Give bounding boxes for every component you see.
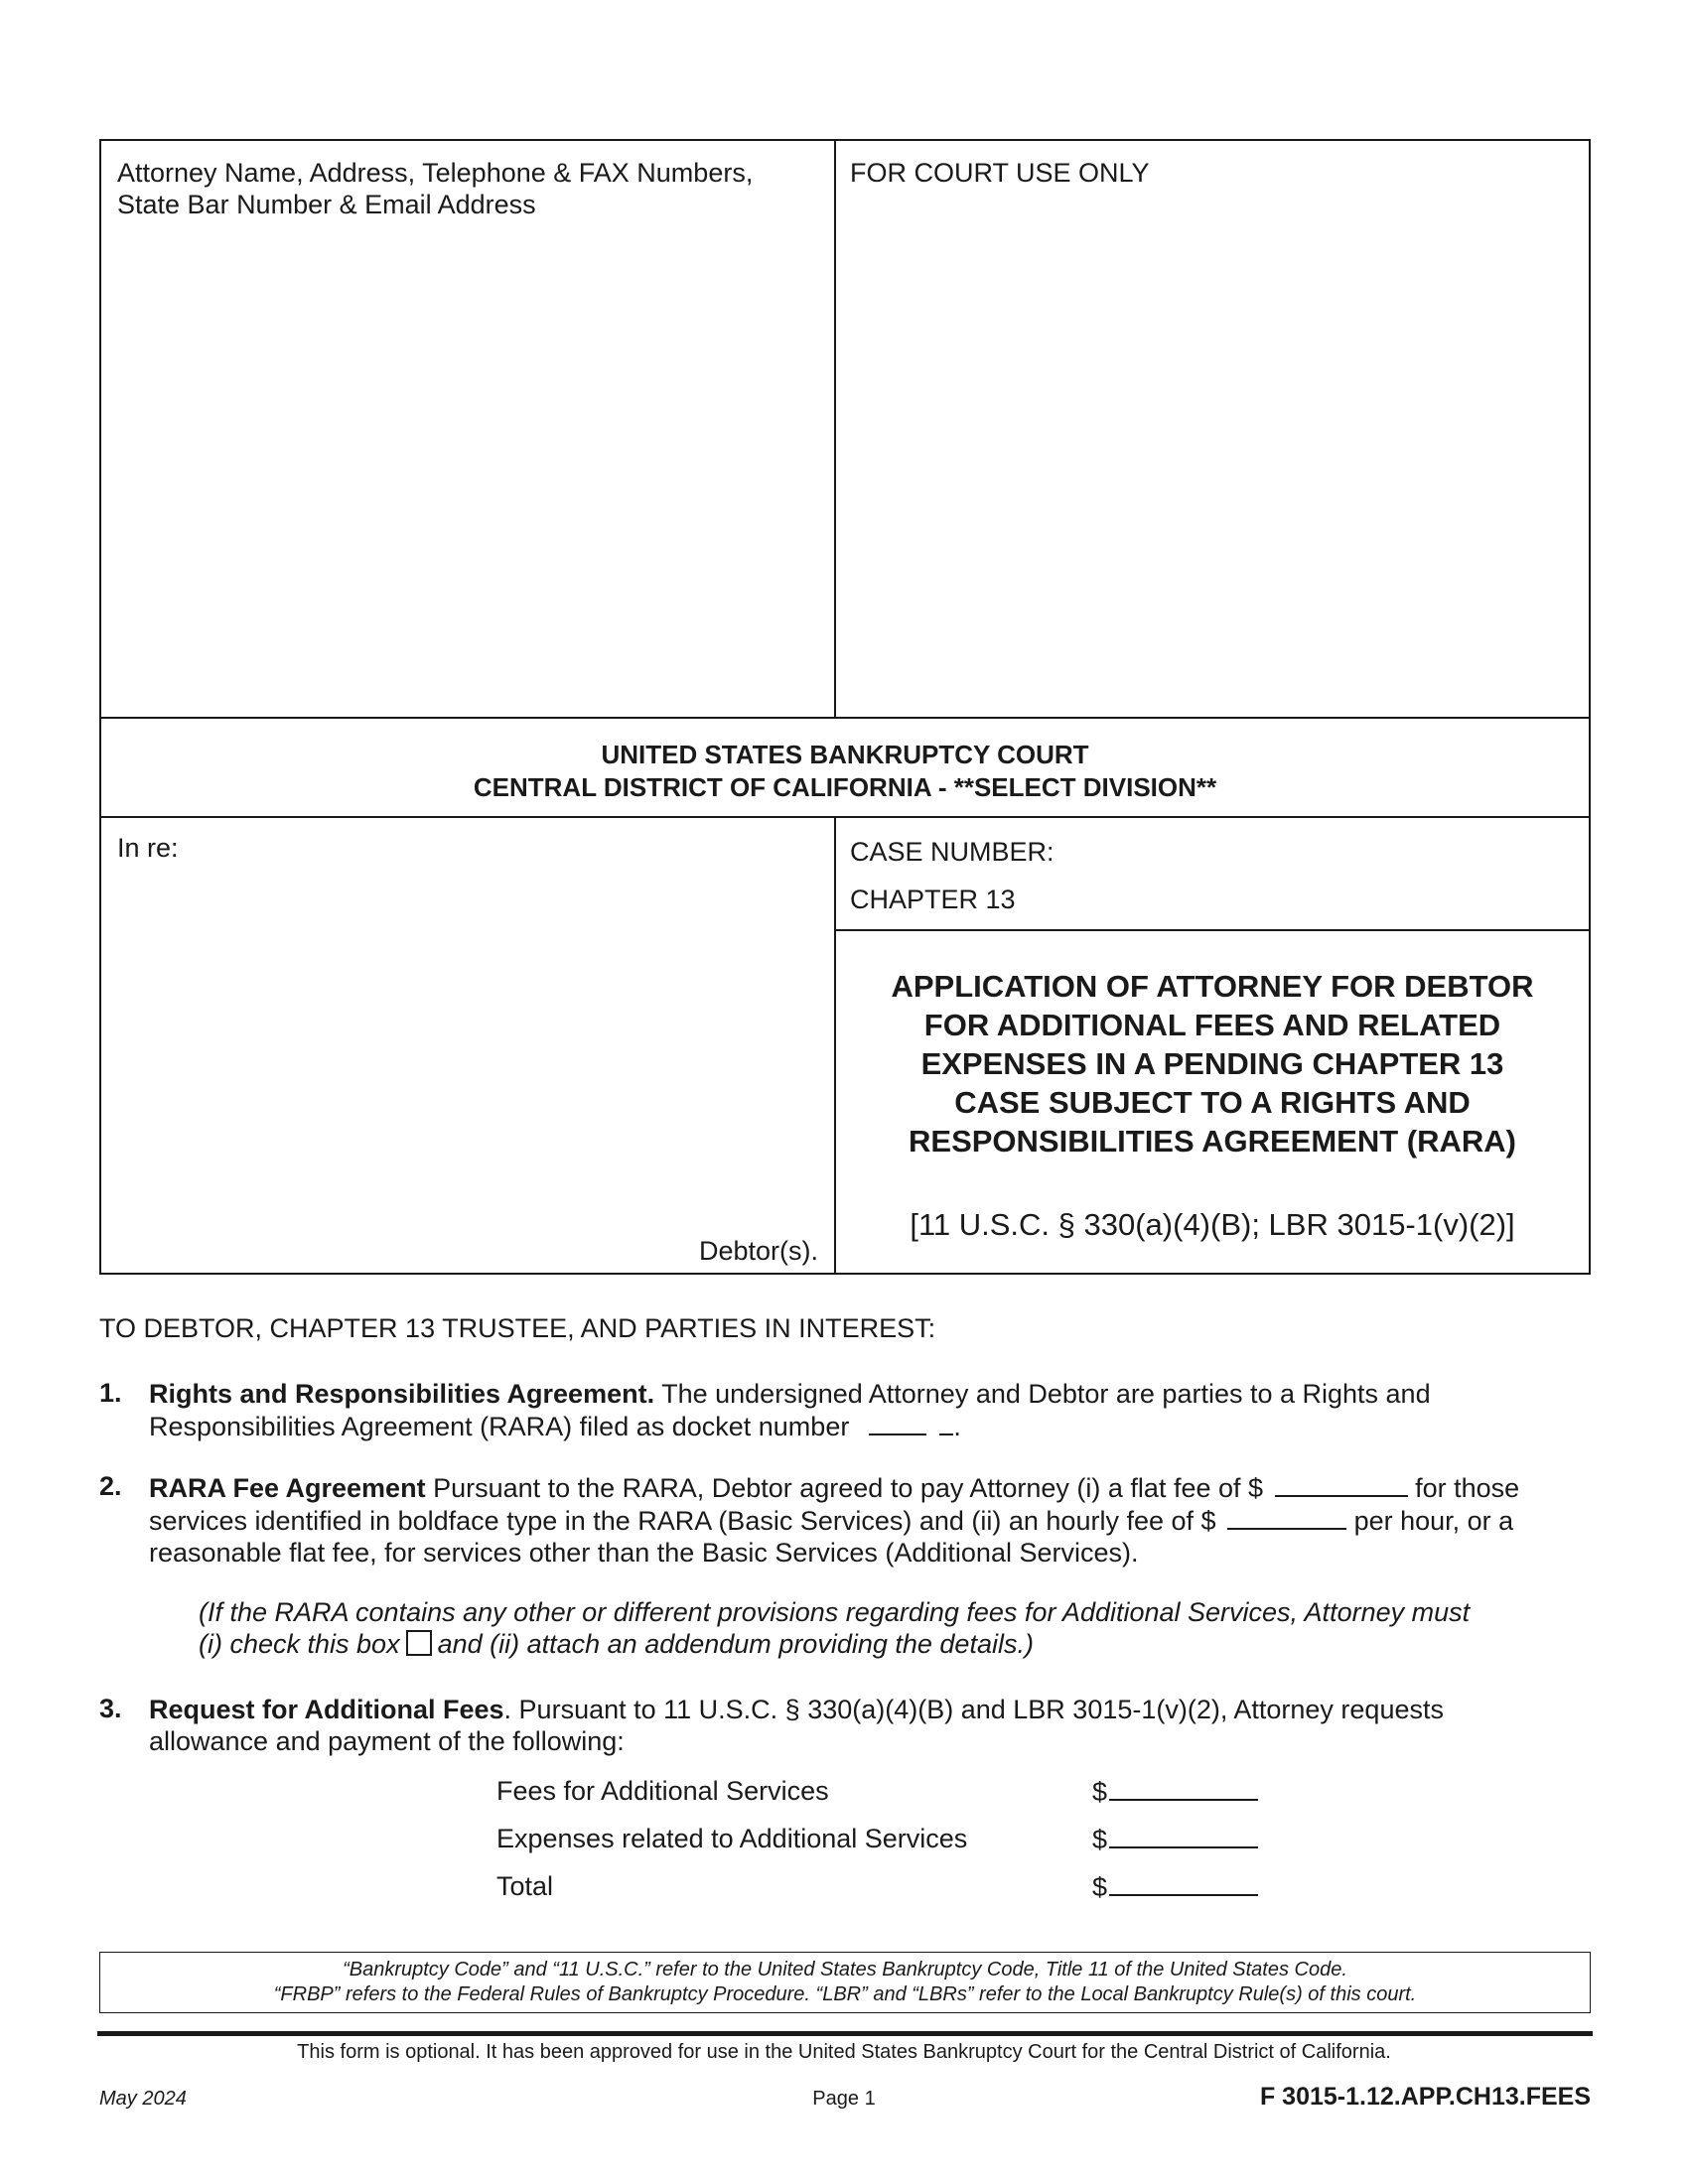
case-number-box[interactable] bbox=[834, 816, 1591, 931]
item-2-text: services identified in boldface type in the RARA (Basic Services) and (ii) an hourly fee of $ bbox=[149, 1506, 1216, 1536]
footer-date: May 2024 bbox=[99, 2088, 187, 2110]
form-id: F 3015-1.12.APP.CH13.FEES bbox=[1259, 2083, 1591, 2111]
debtor-box[interactable] bbox=[99, 816, 836, 1275]
title-line: EXPENSES IN A PENDING CHAPTER 13 bbox=[920, 1046, 1504, 1081]
court-use-label: FOR COURT USE ONLY bbox=[850, 158, 1150, 188]
title-line: CASE SUBJECT TO A RIGHTS AND bbox=[954, 1085, 1471, 1120]
currency-symbol: $ bbox=[1092, 1872, 1108, 1902]
document-title-box bbox=[834, 929, 1591, 1275]
definition-line: “Bankruptcy Code” and “11 U.S.C.” refer to the United States Bankruptcy Code, Title 11 of the United States Code. bbox=[343, 1959, 1347, 1980]
fees-amount-field[interactable] bbox=[1092, 1775, 1258, 1808]
item-1-text: The undersigned Attorney and Debtor are parties to a Rights and bbox=[654, 1379, 1431, 1409]
page-number: Page 1 bbox=[812, 2088, 876, 2110]
item-3-text: allowance and payment of the following: bbox=[149, 1726, 625, 1756]
item-2 bbox=[149, 1471, 1579, 1569]
item-number: 2. bbox=[99, 1471, 122, 1501]
fee-label: Total bbox=[496, 1871, 554, 1901]
item-2-note-line1: (If the RARA contains any other or different provisions regarding fees for Additional Services, Attorney must bbox=[199, 1597, 1471, 1627]
item-1-text-line2: Responsibilities Agreement (RARA) filed as docket number bbox=[149, 1412, 850, 1441]
item-2-note bbox=[199, 1596, 1579, 1660]
item-number: 3. bbox=[99, 1694, 122, 1723]
item-2-text: per hour, or a bbox=[1353, 1506, 1514, 1536]
item-3-text: . Pursuant to 11 U.S.C. § 330(a)(4)(B) and LBR 3015-1(v)(2), Attorney requests bbox=[503, 1695, 1444, 1724]
item-2-text: for those bbox=[1415, 1473, 1520, 1503]
item-3-heading: Request for Additional Fees bbox=[149, 1695, 504, 1724]
case-number-label: CASE NUMBER: bbox=[850, 837, 1055, 867]
item-2-heading: RARA Fee Agreement bbox=[149, 1473, 426, 1503]
salutation: TO DEBTOR, CHAPTER 13 TRUSTEE, AND PARTIES IN INTEREST: bbox=[99, 1313, 936, 1343]
footer-notice: This form is optional. It has been approved for use in the United States Bankruptcy Court for the Central District of California. bbox=[297, 2041, 1391, 2063]
attorney-box-label-line1: Attorney Name, Address, Telephone & FAX Numbers, bbox=[117, 158, 754, 188]
attorney-info-box[interactable] bbox=[99, 139, 836, 719]
docket-number-field[interactable] bbox=[869, 1410, 926, 1435]
currency-symbol: $ bbox=[1092, 1825, 1108, 1854]
total-amount-field[interactable] bbox=[1092, 1870, 1258, 1903]
fee-label: Expenses related to Additional Services bbox=[496, 1824, 968, 1853]
in-re-label: In re: bbox=[117, 833, 179, 863]
debtor-label: Debtor(s). bbox=[698, 1236, 818, 1266]
currency-symbol: $ bbox=[1092, 1777, 1108, 1807]
item-2-note-line2: (i) check this box bbox=[199, 1629, 400, 1659]
court-name-line2: CENTRAL DISTRICT OF CALIFORNIA - **SELECT DIVISION** bbox=[473, 772, 1217, 802]
item-2-text: reasonable flat fee, for services other than the Basic Services (Additional Services). bbox=[149, 1538, 1139, 1568]
court-header-box bbox=[99, 717, 1591, 818]
title-line: RESPONSIBILITIES AGREEMENT (RARA) bbox=[909, 1124, 1516, 1159]
flat-fee-field[interactable] bbox=[1275, 1471, 1408, 1497]
statutory-citation: [11 U.S.C. § 330(a)(4)(B); LBR 3015-1(v)(2)] bbox=[910, 1207, 1515, 1242]
court-name-line1: UNITED STATES BANKRUPTCY COURT bbox=[601, 740, 1089, 769]
definition-line: “FRBP” refers to the Federal Rules of Bankruptcy Procedure. “LBR” and “LBRs” refer to the Local Bankruptcy Rule(s) of this court. bbox=[273, 1983, 1417, 2005]
item-number: 1. bbox=[99, 1378, 122, 1408]
chapter-label: CHAPTER 13 bbox=[850, 885, 1016, 914]
docket-number-field-ext[interactable] bbox=[939, 1410, 953, 1435]
hourly-fee-field[interactable] bbox=[1227, 1504, 1346, 1530]
title-line: APPLICATION OF ATTORNEY FOR DEBTOR bbox=[891, 969, 1534, 1004]
addendum-checkbox[interactable] bbox=[406, 1630, 432, 1656]
item-2-text: Pursuant to the RARA, Debtor agreed to pay Attorney (i) a flat fee of $ bbox=[425, 1473, 1264, 1503]
item-1 bbox=[149, 1378, 1569, 1442]
court-use-box bbox=[834, 139, 1591, 719]
title-line: FOR ADDITIONAL FEES AND RELATED bbox=[923, 1008, 1501, 1042]
fee-label: Fees for Additional Services bbox=[496, 1776, 829, 1806]
attorney-box-label-line2: State Bar Number & Email Address bbox=[117, 190, 536, 219]
expenses-amount-field[interactable] bbox=[1092, 1823, 1258, 1855]
item-2-note-line2: and (ii) attach an addendum providing the details.) bbox=[437, 1629, 1034, 1659]
period: . bbox=[953, 1412, 961, 1441]
item-1-heading: Rights and Responsibilities Agreement. bbox=[149, 1379, 655, 1409]
footer-divider bbox=[97, 2031, 1593, 2036]
definitions-box bbox=[99, 1952, 1591, 2013]
item-3 bbox=[149, 1694, 1579, 1757]
